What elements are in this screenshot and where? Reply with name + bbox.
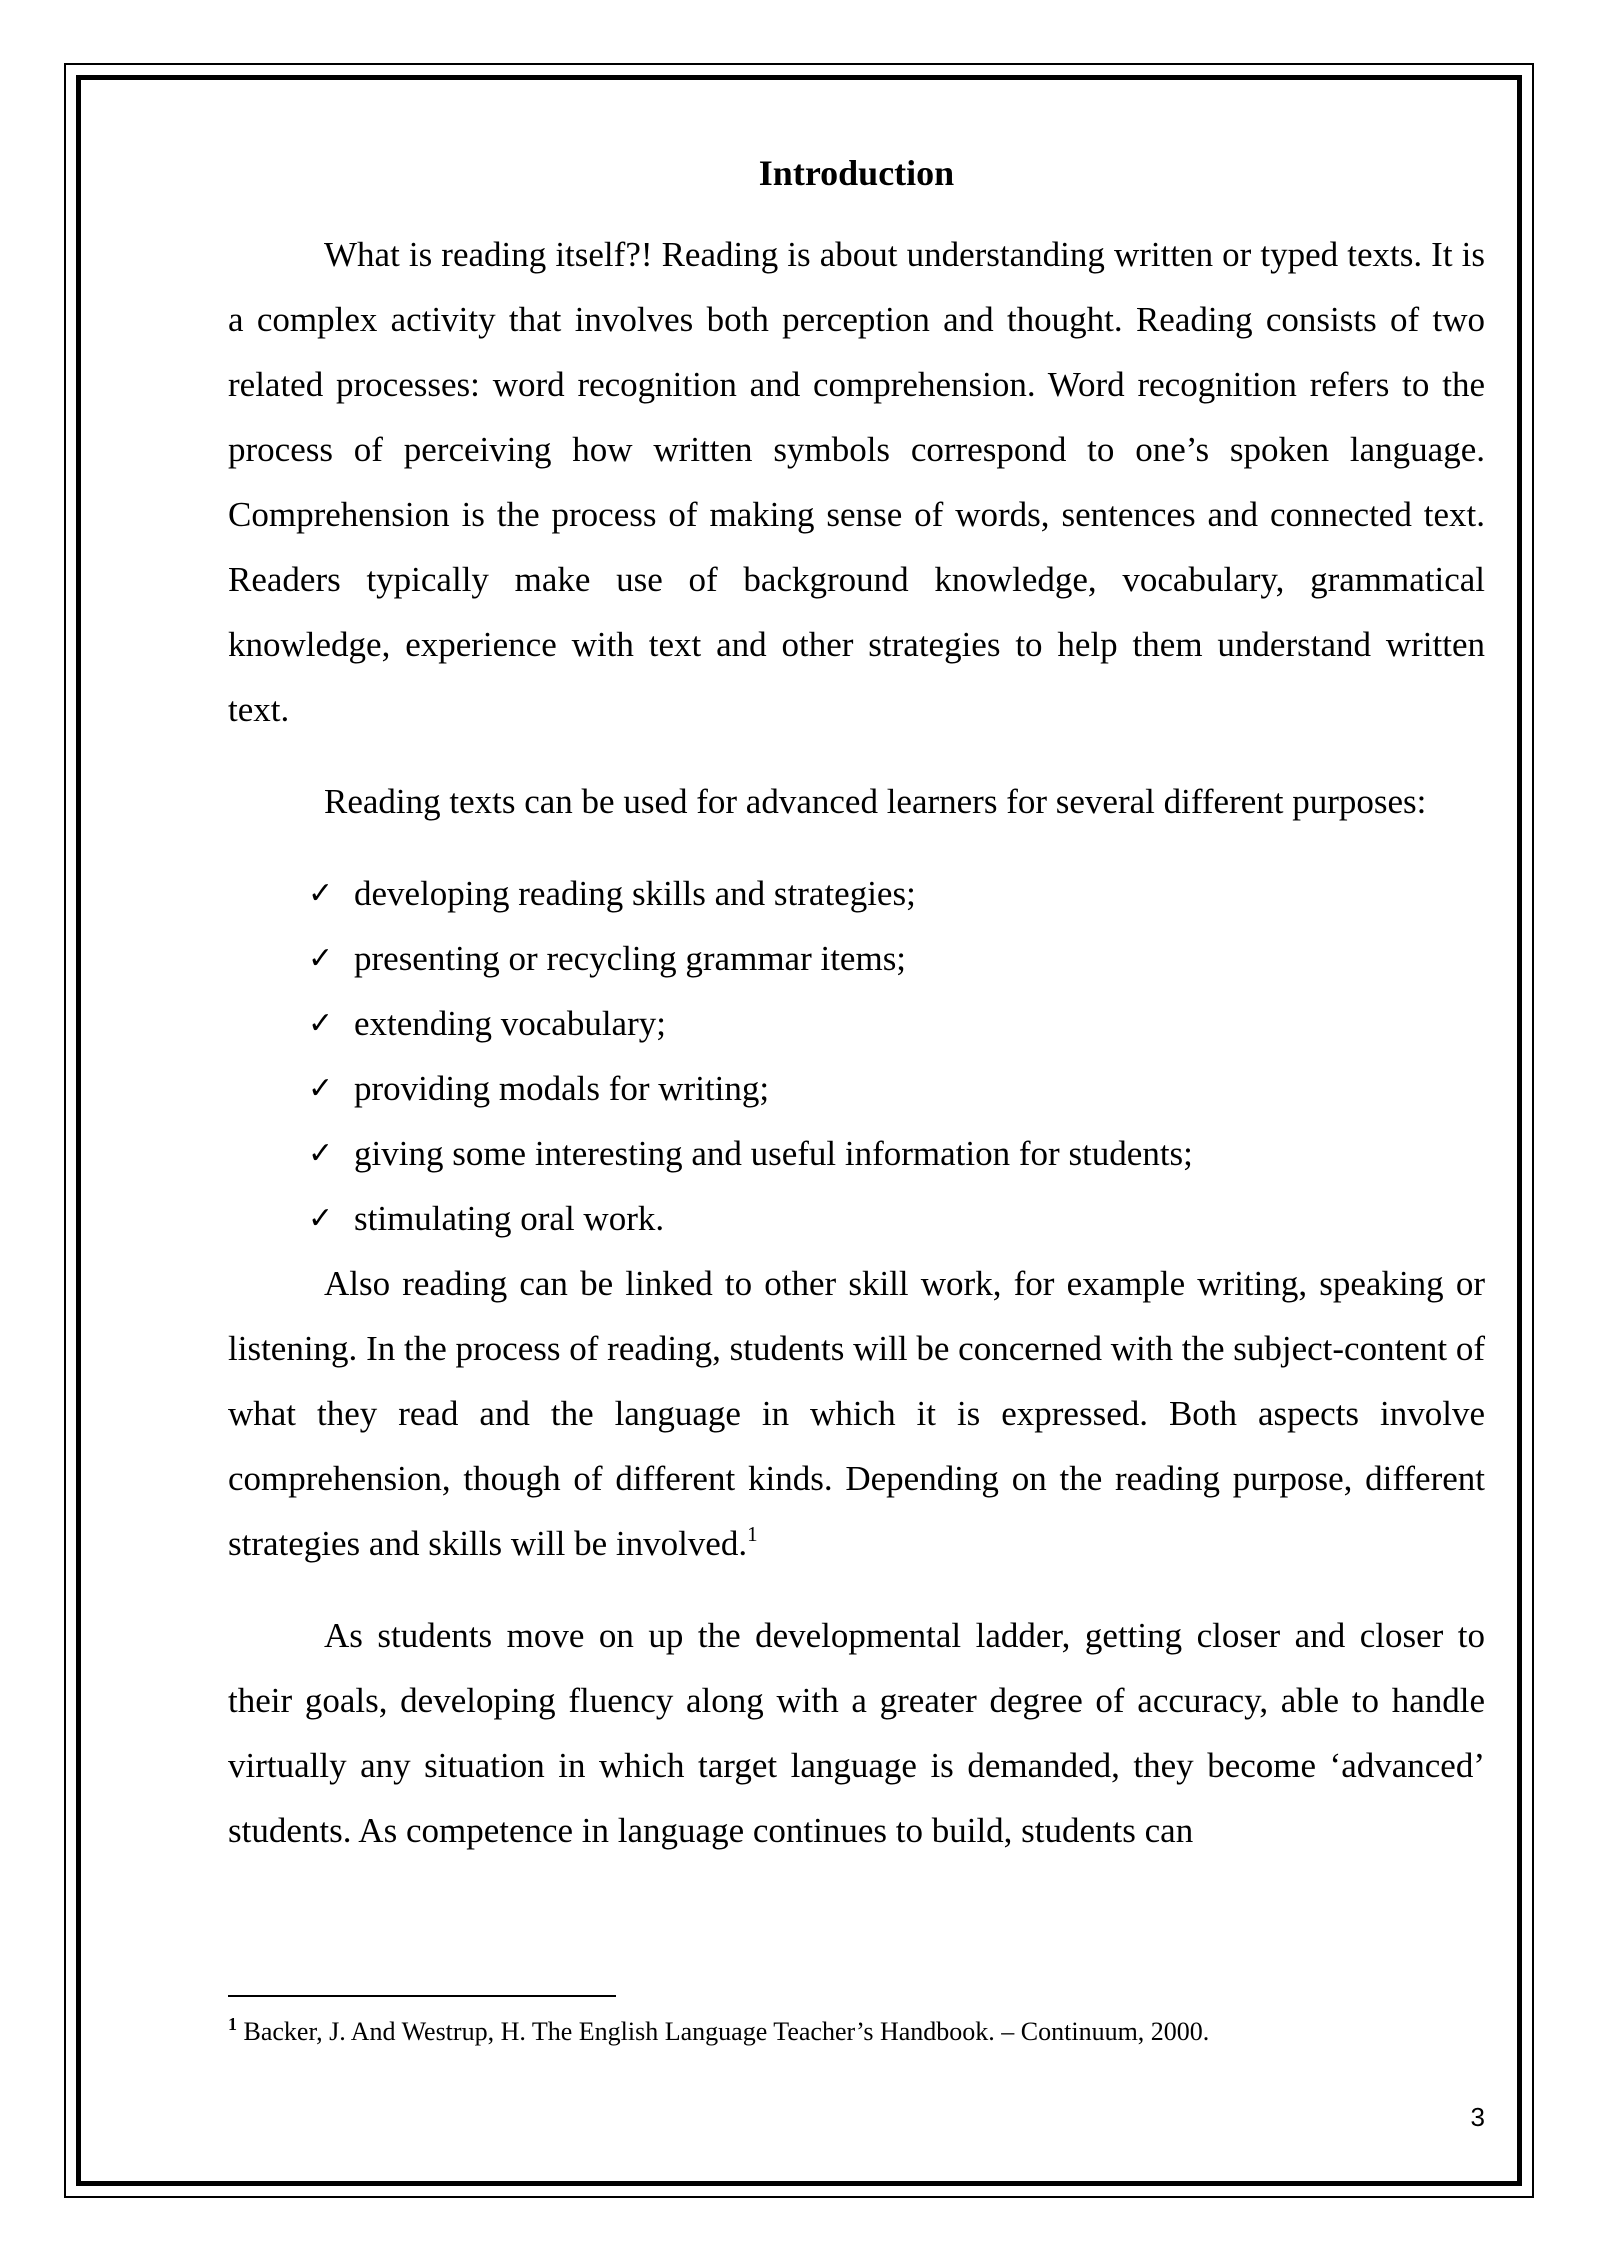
footnote-separator [228, 1995, 616, 1997]
checkmark-icon: ✓ [308, 1071, 334, 1106]
footnote [228, 2012, 1209, 2052]
page-body [228, 148, 1485, 1863]
list-item [228, 991, 1485, 1056]
intro-paragraph-4: As students move on up the developmental ladder, getting closer and closer to their goals, developing fluency along with a greater degree of accuracy, able to handle virtually any situation in which target language is demanded, they become ‘advanced’ students. As competence in language continues to build, students can [228, 1616, 1485, 1850]
paragraph-3-text: Also reading can be linked to other skill work, for example writing, speaking or listening. In the process of reading, students will be concerned with the subject-content of what they read and the language in which it is expressed. Both aspects involve comprehension, though of different kinds. Depending on the reading purpose, different strategies and skills will be involved. [228, 1264, 1485, 1563]
intro-paragraph-1: What is reading itself?! Reading is about understanding written or typed texts. It is a complex activity that involves both perception and thought. Reading consists of two related processes: word recognition and comprehension. Word recognition refers to the process of perceiving how written symbols correspond to one’s spoken language. Comprehension is the process of making sense of words, sentences and connected text. Readers typically make use of background knowledge, vocabulary, grammatical knowledge, experience with text and other strategies to help them understand written text. [228, 235, 1485, 729]
page-number: 3 [1470, 2102, 1485, 2132]
list-item [228, 1056, 1485, 1121]
checkmark-icon: ✓ [308, 941, 334, 976]
purposes-list [228, 861, 1485, 1251]
list-item-text: extending vocabulary; [354, 1004, 666, 1043]
checkmark-icon: ✓ [308, 876, 334, 911]
list-item [228, 861, 1485, 926]
list-item [228, 1186, 1485, 1251]
checkmark-icon: ✓ [308, 1006, 334, 1041]
list-item-text: developing reading skills and strategies; [354, 874, 916, 913]
list-item-text: providing modals for writing; [354, 1069, 770, 1108]
intro-paragraph-3 [228, 1251, 1485, 1576]
list-item-text: giving some interesting and useful information for students; [354, 1134, 1193, 1173]
page-title: Introduction [758, 153, 955, 193]
list-item-text: stimulating oral work. [354, 1199, 665, 1238]
footnote-text: Backer, J. And Westrup, H. The English Language Teacher’s Handbook. – Continuum, 2000. [243, 2017, 1210, 2046]
list-item-text: presenting or recycling grammar items; [354, 939, 907, 978]
checkmark-icon: ✓ [308, 1201, 334, 1236]
list-item [228, 926, 1485, 991]
checkmark-icon: ✓ [308, 1136, 334, 1171]
footnote-marker: 1 [228, 2014, 237, 2034]
intro-paragraph-2: Reading texts can be used for advanced learners for several different purposes: [324, 782, 1427, 821]
list-item [228, 1121, 1485, 1186]
footnote-reference[interactable]: 1 [747, 1522, 758, 1546]
